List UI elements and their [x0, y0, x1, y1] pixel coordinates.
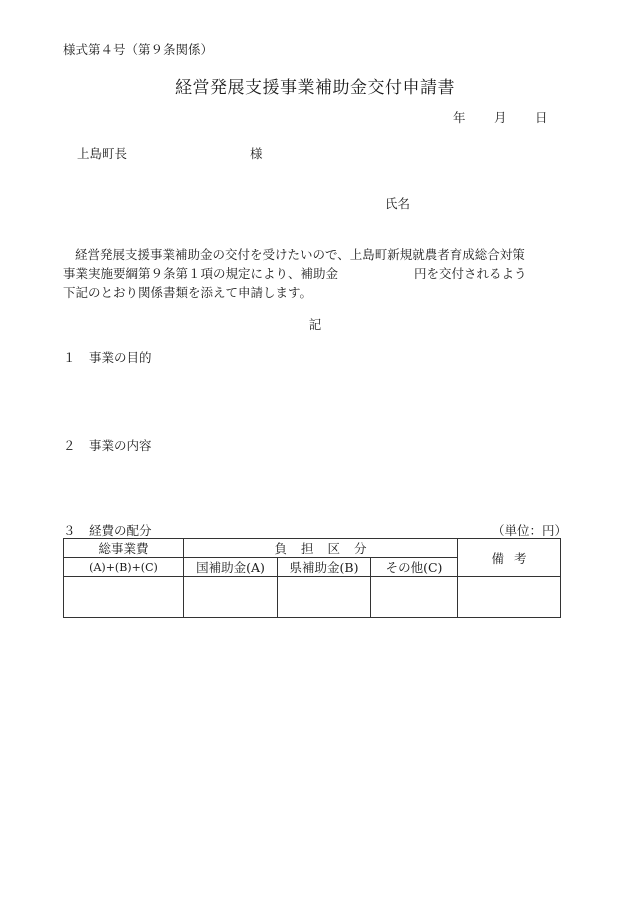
body-line-2 [63, 264, 558, 283]
total-cost-cell[interactable] [64, 577, 184, 618]
section-number: １ [63, 350, 76, 365]
total-formula: (A)+(B)+(C) [64, 558, 184, 577]
prefectural-subsidy-cell[interactable] [278, 577, 371, 618]
section-purpose [63, 348, 152, 366]
body-line-3: 下記のとおり関係書類を添えて申請します。 [63, 285, 313, 300]
section-label: 事業の内容 [89, 438, 152, 453]
body-line-1: 経営発展支援事業補助金の交付を受けたいので、上島町新規就農者育成総合対策 [75, 247, 525, 262]
national-subsidy-header: 国補助金(A) [184, 558, 278, 577]
remarks-header: 備考 [458, 539, 561, 577]
total-cost-header: 総事業費 [64, 539, 184, 558]
section-number: ３ [63, 523, 76, 538]
date-year-label: 年 [453, 110, 466, 125]
prefectural-subsidy-header: 県補助金(B) [278, 558, 371, 577]
application-body [63, 245, 558, 302]
other-cell[interactable] [371, 577, 458, 618]
date-day-label: 日 [535, 110, 548, 125]
unit-label: （単位：円） [492, 523, 568, 538]
remarks-cell[interactable] [458, 577, 561, 618]
section-label: 経費の配分 [89, 523, 152, 538]
honorific: 様 [250, 146, 263, 161]
ki-heading: 記 [308, 317, 322, 332]
addressee: 上島町長 [77, 146, 128, 161]
body-line-2-b: 円を交付されるよう [414, 266, 527, 281]
applicant-name-label: 氏名 [385, 196, 411, 211]
document-title: 経営発展支援事業補助金交付申請書 [175, 78, 455, 98]
section-number: ２ [63, 438, 76, 453]
body-line-2-a: 事業実施要綱第９条第１項の規定により、補助金 [63, 266, 339, 281]
section-budget [63, 521, 152, 539]
section-label: 事業の目的 [89, 350, 152, 365]
section-content [63, 436, 152, 454]
form-number: 様式第４号（第９条関係） [63, 42, 214, 57]
other-header: その他(C) [371, 558, 458, 577]
national-subsidy-cell[interactable] [184, 577, 278, 618]
date-month-label: 月 [494, 110, 507, 125]
burden-header: 負担区分 [184, 539, 458, 558]
budget-table [63, 538, 561, 618]
